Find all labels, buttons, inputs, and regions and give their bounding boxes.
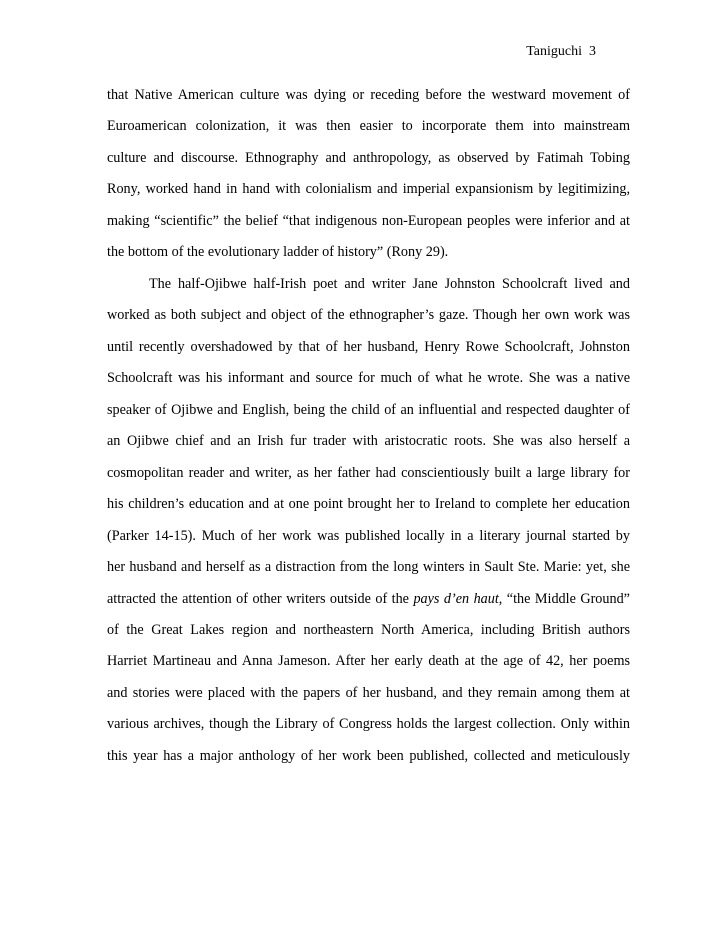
text-line: this year has a major anthology of her work been published, collected and meticulously <box>107 747 630 764</box>
text-line: Harriet Martineau and Anna Jameson. After her early death at the age of 42, her poems <box>107 653 630 670</box>
text-line: making “scientific” the belief “that indigenous non-European peoples were inferior and at <box>107 212 630 229</box>
paragraph-first-line: The half-Ojibwe half-Irish poet and writer Jane Johnston Schoolcraft lived and <box>149 275 630 292</box>
body-text <box>107 85 630 777</box>
running-header <box>526 42 596 62</box>
text-line: of the Great Lakes region and northeastern North America, including British authors <box>107 621 630 638</box>
text-line: an Ojibwe chief and an Irish fur trader with aristocratic roots. She was also herself a <box>107 433 630 450</box>
text-line: her husband and herself as a distraction from the long winters in Sault Ste. Marie: yet, she <box>107 559 630 576</box>
header-author: Taniguchi <box>526 44 582 59</box>
text-segment: , “the Middle Ground” <box>498 590 630 607</box>
text-line: speaker of Ojibwe and English, being the child of an influential and respected daughter of <box>107 401 630 418</box>
text-line: various archives, though the Library of Congress holds the largest collection. Only within <box>107 716 630 733</box>
text-line: cosmopolitan reader and writer, as her father had conscientiously built a large library for <box>107 464 630 481</box>
italic-term: pays d’en haut <box>413 590 499 607</box>
text-line: Schoolcraft was his informant and source for much of what he wrote. She was a native <box>107 370 630 387</box>
text-line: his children’s education and at one point brought her to Ireland to complete her education <box>107 496 630 513</box>
text-line: Rony, worked hand in hand with colonialism and imperial expansionism by legitimizing, <box>107 181 630 198</box>
text-line: the bottom of the evolutionary ladder of history” (Rony 29). <box>107 244 449 261</box>
text-line: culture and discourse. Ethnography and anthropology, as observed by Fatimah Tobing <box>107 149 630 166</box>
text-line-with-italic <box>107 589 630 620</box>
header-page-number: 3 <box>589 44 596 59</box>
text-line: that Native American culture was dying or receding before the westward movement of <box>107 87 630 103</box>
text-segment: attracted the attention of other writers outside of the <box>107 590 414 607</box>
text-line: and stories were placed with the papers of her husband, and they remain among them at <box>107 684 630 701</box>
text-line: Euroamerican colonization, it was then easier to incorporate them into mainstream <box>107 118 630 135</box>
text-line: worked as both subject and object of the ethnographer’s gaze. Though her own work was <box>107 307 630 324</box>
text-line: until recently overshadowed by that of her husband, Henry Rowe Schoolcraft, Johnston <box>107 338 630 355</box>
text-line: (Parker 14-15). Much of her work was published locally in a literary journal started by <box>107 527 630 544</box>
